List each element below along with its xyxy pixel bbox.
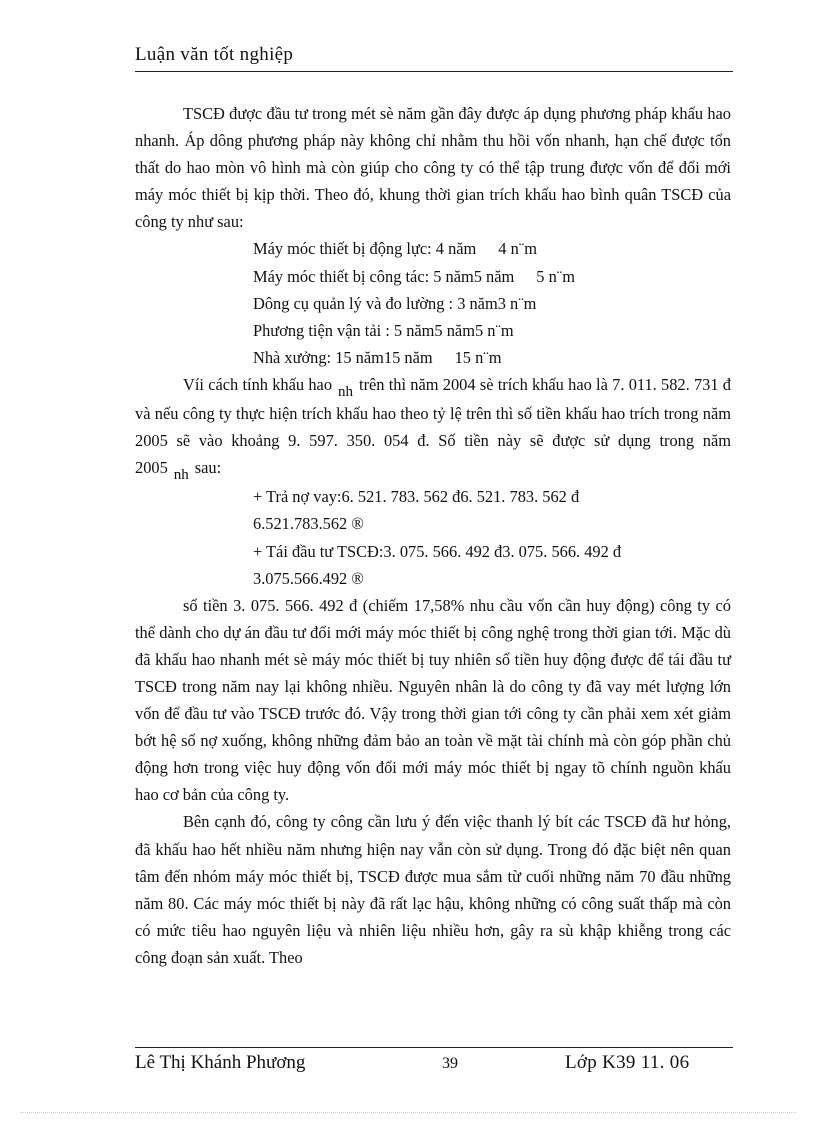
paragraph-2: Víi cách tính khấu hao nh trên thì năm 2004 sè trích khấu hao là 7. 011. 582. 731 đ và nếu công ty thực hiện trích khấu hao theo tỷ lệ trên thì số tiền khấu hao trích trong năm 2005 sẽ vào khoảng 9. 597. 350. 054 đ. Số tiền này sẽ được sử dụng trong năm 2005 nh sau: <box>135 374 731 484</box>
paragraph-3: số tiền 3. 075. 566. 492 đ (chiếm 17,58% nhu cầu vốn cần huy động) công ty có thể dành cho dự án đầu tư đổi mới máy móc thiết bị công nghệ trong thời gian tới. Mặc dù đã khấu hao nhanh mét sè máy móc thiết bị tuy nhiên số tiền huy động được để tái đầu tư TSCĐ trong năm nay lại không nhiều. Nguyên nhân là do công ty đã vay mét lượng lớn vốn để đầu tư vào TSCĐ trước đó. Vậy trong thời gian tới công ty cần phải xem xét giảm bớt hệ số nợ xuống, không những đảm bảo an toàn về mặt tài chính mà còn góp phần chủ động hơn trong việc huy động vốn đổi mới máy móc thiết bị ngay tõ chính nguồn khấu hao cơ bản của công ty. <box>135 595 731 805</box>
list-item: Phương tiện vận tải : 5 năm5 năm5 n¨m <box>253 320 514 340</box>
list-item: Máy móc thiết bị động lực: 4 năm 4 n¨m <box>253 239 537 259</box>
depreciation-list <box>135 235 731 370</box>
footer-author: Lê Thị Khánh Phương <box>135 1052 306 1073</box>
page-number: 39 <box>442 1055 458 1072</box>
list-item: + Trả nợ vay:6. 521. 783. 562 đ6. 521. 783. 562 đ <box>253 487 580 507</box>
list-item: Dông cụ quản lý và đo lường : 3 năm3 n¨m <box>253 293 537 313</box>
list-item: 3.075.566.492 ® <box>253 568 364 588</box>
list-item: + Tái đầu tư TSCĐ:3. 075. 566. 492 đ3. 075. 566. 492 đ <box>253 541 622 561</box>
running-header: Luận văn tốt nghiệp <box>135 44 294 65</box>
list-item: Máy móc thiết bị công tác: 5 năm5 năm 5 n¨m <box>253 266 575 286</box>
footer-rule <box>135 1047 733 1048</box>
body-text <box>135 100 731 971</box>
header-rule <box>135 71 733 72</box>
list-item: Nhà xưởng: 15 năm15 năm 15 n¨m <box>253 347 502 367</box>
list-item: 6.521.783.562 ® <box>253 514 364 534</box>
paragraph-4: Bên cạnh đó, công ty công cần lưu ý đến việc thanh lý bít các TSCĐ đã hư hỏng, đã khấu hao hết nhiều năm nhưng hiện nay vẫn còn sử dụng. Trong đó đặc biệt nên quan tâm đến nhóm máy móc thiết bị, TSCĐ được mua sắm từ cuối những năm 70 đầu những năm 80. Các máy móc thiết bị này đã rất lạc hậu, không những có công suất thấp mà còn có mức tiêu hao nguyên liệu và nhiên liệu nhiều hơn, gây ra sù khập khiễng trong các công đoạn sản xuất. Theo <box>135 812 731 967</box>
footer-class: Lớp K39 11. 06 <box>565 1052 690 1073</box>
usage-list <box>135 483 731 591</box>
paragraph-1: TSCĐ được đầu tư trong mét sè năm gần đây được áp dụng phương pháp khấu hao nhanh. Áp dông phương pháp này không chỉ nhằm thu hồi vốn nhanh, hạn chế được tổn thất do hao mòn vô hình mà còn giúp cho công ty có thể tập trung được vốn để đổi mới máy móc thiết bị kịp thời. Theo đó, khung thời gian trích khấu hao bình quân TSCĐ của công ty như sau: <box>135 104 731 232</box>
page-edge-divider <box>20 1112 796 1113</box>
